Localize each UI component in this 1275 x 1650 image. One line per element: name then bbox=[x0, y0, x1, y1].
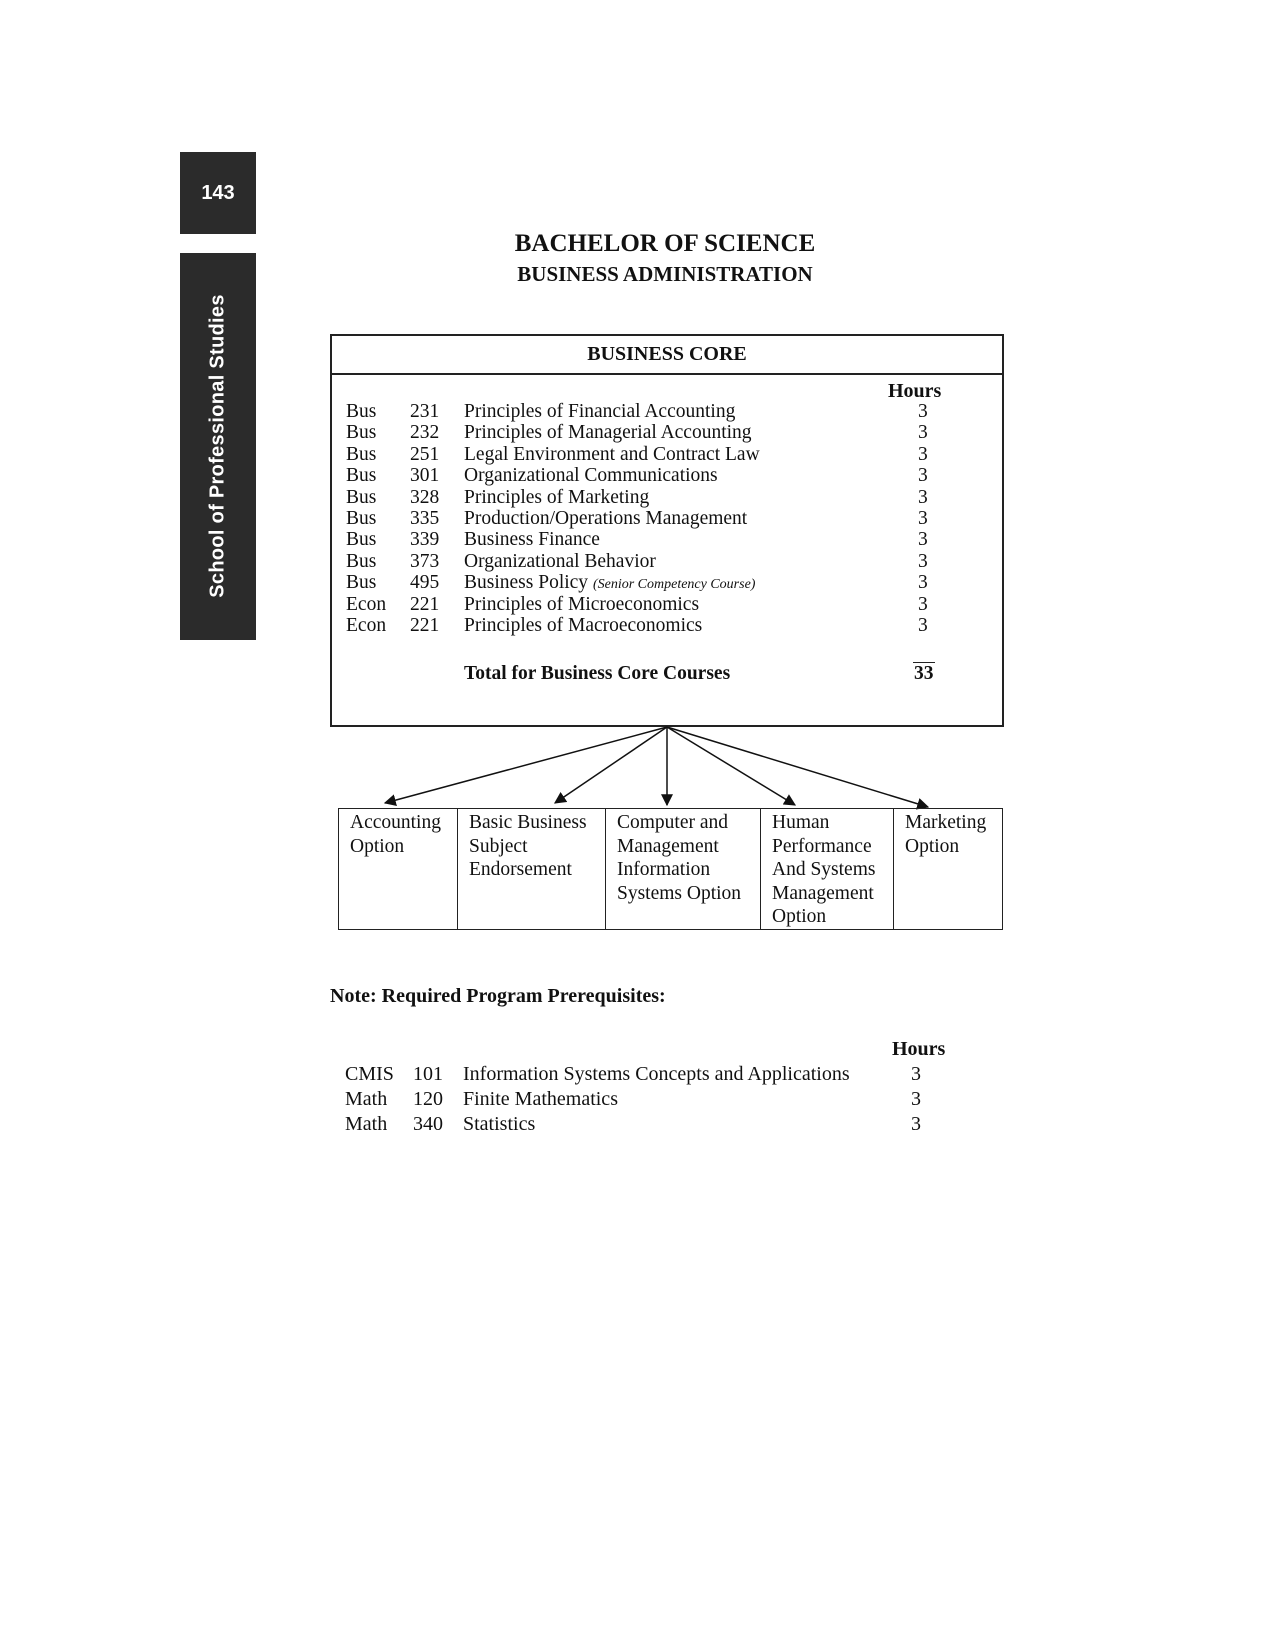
prereq-hours: 3 bbox=[911, 1063, 921, 1085]
option-line: Management bbox=[617, 835, 719, 857]
arrow-to-basic-business bbox=[555, 727, 667, 803]
course-number: 339 bbox=[410, 529, 440, 551]
course-note: (Senior Competency Course) bbox=[592, 577, 756, 593]
course-hours: 3 bbox=[918, 465, 928, 487]
option-accounting bbox=[339, 809, 458, 929]
option-human-performance bbox=[761, 809, 894, 929]
course-number: 232 bbox=[410, 422, 440, 444]
course-title: Principles of Microeconomics bbox=[464, 593, 700, 615]
prereq-subject: Math bbox=[345, 1088, 388, 1110]
course-subject: Bus bbox=[346, 550, 377, 572]
prereq-title: Statistics bbox=[463, 1113, 536, 1135]
course-subject: Bus bbox=[346, 401, 377, 422]
prereq-title: Finite Mathematics bbox=[463, 1088, 618, 1110]
option-basic-business bbox=[458, 809, 606, 929]
course-hours: 3 bbox=[918, 614, 928, 636]
core-total-label: Total for Business Core Courses bbox=[464, 663, 731, 684]
prereq-title: Information Systems Concepts and Applications bbox=[463, 1063, 850, 1085]
prereq-row bbox=[345, 1087, 945, 1112]
prereq-hours: 3 bbox=[911, 1113, 921, 1135]
option-line: Management bbox=[772, 882, 874, 904]
course-subject: Bus bbox=[346, 465, 377, 487]
option-line: Option bbox=[350, 835, 405, 857]
course-number: 328 bbox=[410, 486, 440, 508]
course-title: Business Policy bbox=[464, 572, 589, 594]
business-core-header: BUSINESS CORE bbox=[332, 336, 1002, 375]
page-subtitle: BUSINESS ADMINISTRATION bbox=[517, 262, 813, 286]
course-subject: Econ bbox=[346, 593, 387, 615]
prereq-row bbox=[345, 1112, 945, 1137]
option-line: Endorsement bbox=[469, 859, 572, 880]
option-line: Accounting bbox=[350, 812, 441, 833]
options-row bbox=[338, 808, 1003, 930]
course-hours: 3 bbox=[918, 593, 928, 615]
course-title: Organizational Communications bbox=[464, 465, 718, 487]
course-title: Business Finance bbox=[464, 529, 600, 551]
course-subject: Bus bbox=[346, 507, 377, 529]
core-total-hours: 33 bbox=[914, 663, 934, 684]
option-line: Option bbox=[905, 835, 960, 857]
option-line: Computer and bbox=[617, 812, 729, 833]
prerequisite-list bbox=[345, 1062, 945, 1137]
course-number: 495 bbox=[410, 572, 440, 594]
option-line: Option bbox=[772, 906, 827, 927]
option-line: Subject bbox=[469, 835, 528, 857]
course-hours: 3 bbox=[918, 529, 928, 551]
prerequisites-title: Note: Required Program Prerequisites: bbox=[330, 985, 666, 1007]
course-hours: 3 bbox=[918, 486, 928, 508]
arrow-to-accounting bbox=[385, 727, 667, 803]
option-line: And Systems bbox=[772, 859, 876, 880]
course-number: 373 bbox=[410, 550, 440, 572]
course-number: 221 bbox=[410, 593, 440, 615]
option-line: Information bbox=[617, 859, 711, 880]
course-number: 335 bbox=[410, 507, 440, 529]
course-hours: 3 bbox=[918, 401, 928, 422]
course-number: 301 bbox=[410, 465, 440, 487]
prereq-subject: Math bbox=[345, 1113, 388, 1135]
course-number: 251 bbox=[410, 443, 440, 465]
course-subject: Econ bbox=[346, 614, 387, 636]
side-tab-label: School of Professional Studies bbox=[206, 294, 229, 598]
course-hours: 3 bbox=[918, 443, 928, 465]
prereq-number: 340 bbox=[413, 1113, 443, 1135]
course-title: Legal Environment and Contract Law bbox=[464, 443, 760, 465]
arrow-to-human-performance bbox=[667, 727, 795, 805]
option-marketing bbox=[894, 809, 1002, 929]
prereq-row bbox=[345, 1062, 945, 1087]
course-subject: Bus bbox=[346, 486, 377, 508]
course-subject: Bus bbox=[346, 422, 377, 444]
option-line: Basic Business bbox=[469, 812, 587, 833]
course-subject: Bus bbox=[346, 529, 377, 551]
course-title: Production/Operations Management bbox=[464, 507, 748, 529]
arrow-to-marketing bbox=[667, 727, 928, 807]
course-title: Principles of Marketing bbox=[464, 486, 650, 508]
option-cmis bbox=[606, 809, 761, 929]
course-hours: 3 bbox=[918, 422, 928, 444]
prereq-subject: CMIS bbox=[345, 1063, 394, 1085]
prereq-hours-header: Hours bbox=[892, 1038, 946, 1060]
prereq-number: 120 bbox=[413, 1088, 443, 1110]
option-line: Marketing bbox=[905, 812, 987, 833]
course-subject: Bus bbox=[346, 443, 377, 465]
prereq-number: 101 bbox=[413, 1063, 443, 1085]
page-title: BACHELOR OF SCIENCE bbox=[514, 230, 816, 257]
course-hours: 3 bbox=[918, 572, 928, 594]
course-hours: 3 bbox=[918, 507, 928, 529]
core-hours-header: Hours bbox=[888, 380, 942, 402]
course-hours: 3 bbox=[918, 550, 928, 572]
option-line: Systems Option bbox=[617, 882, 742, 904]
course-number: 221 bbox=[410, 614, 440, 636]
course-title: Principles of Macroeconomics bbox=[464, 614, 703, 636]
page-number: 143 bbox=[201, 181, 235, 204]
option-line: Human bbox=[772, 812, 830, 833]
course-title: Principles of Financial Accounting bbox=[464, 401, 736, 422]
prereq-hours: 3 bbox=[911, 1088, 921, 1110]
course-subject: Bus bbox=[346, 572, 377, 594]
course-number: 231 bbox=[410, 401, 440, 422]
course-title: Principles of Managerial Accounting bbox=[464, 422, 752, 444]
option-line: Performance bbox=[772, 835, 872, 857]
course-title: Organizational Behavior bbox=[464, 550, 656, 572]
